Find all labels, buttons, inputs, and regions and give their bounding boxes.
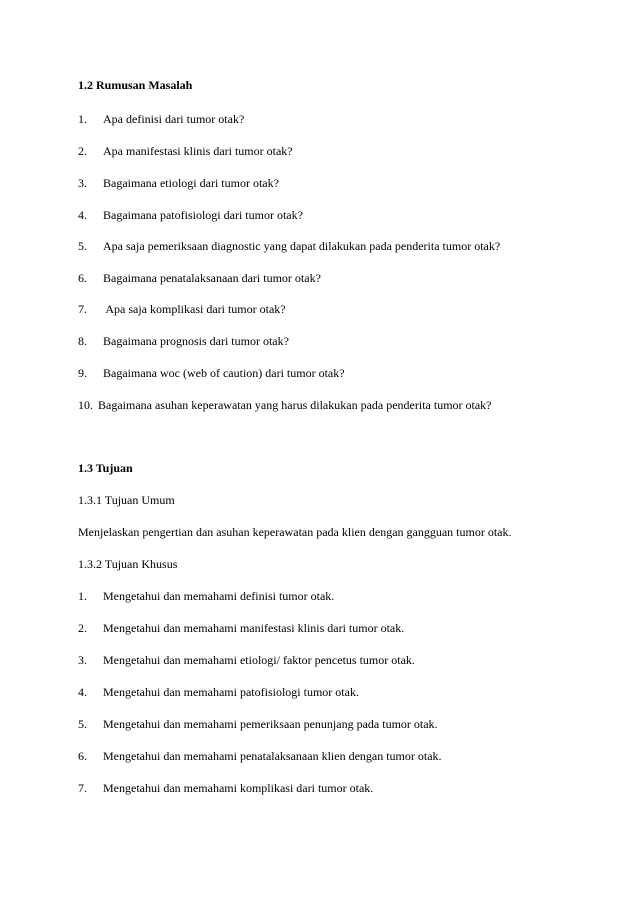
list-number: 1. (78, 112, 87, 126)
list-text: Apa saja komplikasi dari tumor otak? (103, 302, 286, 316)
list-text: Mengetahui dan memahami manifestasi klinis dari tumor otak. (103, 621, 405, 635)
list-item (78, 717, 438, 731)
list-text: Bagaimana penatalaksanaan dari tumor otak? (103, 271, 321, 285)
umum-paragraph: Menjelaskan pengertian dan asuhan keperawatan pada klien dengan gangguan tumor otak. (78, 525, 512, 539)
list-text: Apa saja pemeriksaan diagnostic yang dapat dilakukan pada penderita tumor otak? (103, 239, 501, 253)
subsection-khusus-heading: 1.3.2 Tujuan Khusus (78, 557, 178, 571)
list-number: 3. (78, 653, 87, 667)
list-text: Apa manifestasi klinis dari tumor otak? (103, 144, 293, 158)
list-item (78, 781, 373, 795)
list-item (78, 239, 500, 253)
list-number: 4. (78, 685, 87, 699)
list-item (78, 589, 334, 603)
list-text: Bagaimana woc (web of caution) dari tumor otak? (103, 366, 345, 380)
list-item (78, 302, 286, 316)
list-number: 6. (78, 271, 87, 285)
list-text: Mengetahui dan memahami komplikasi dari tumor otak. (103, 781, 374, 795)
list-text: Mengetahui dan memahami penatalaksanaan klien dengan tumor otak. (103, 749, 442, 763)
list-item (78, 334, 289, 348)
list-item (78, 176, 279, 190)
list-text: Bagaimana etiologi dari tumor otak? (103, 176, 279, 190)
list-item (78, 208, 303, 222)
list-text: Apa definisi dari tumor otak? (103, 112, 245, 126)
list-text: Bagaimana asuhan keperawatan yang harus dilakukan pada penderita tumor otak? (98, 398, 492, 412)
list-item (78, 112, 244, 126)
list-text: Mengetahui dan memahami etiologi/ faktor pencetus tumor otak. (103, 653, 415, 667)
list-number: 5. (78, 717, 87, 731)
section-1-3-heading: 1.3 Tujuan (78, 461, 133, 475)
list-text: Mengetahui dan memahami patofisiologi tumor otak. (103, 685, 359, 699)
list-item (78, 685, 359, 699)
list-number: 1. (78, 589, 87, 603)
list-item (78, 653, 415, 667)
list-number: 8. (78, 334, 87, 348)
list-item (78, 144, 293, 158)
list-number: 2. (78, 144, 87, 158)
list-item (78, 398, 492, 412)
list-text: Bagaimana patofisiologi dari tumor otak? (103, 208, 303, 222)
list-item (78, 749, 442, 763)
list-number: 7. (78, 302, 87, 316)
list-text: Bagaimana prognosis dari tumor otak? (103, 334, 289, 348)
list-number: 5. (78, 239, 87, 253)
list-number: 10. (78, 398, 93, 412)
list-number: 9. (78, 366, 87, 380)
list-text: Mengetahui dan memahami definisi tumor otak. (103, 589, 335, 603)
section-1-2-heading: 1.2 Rumusan Masalah (78, 78, 193, 92)
list-text: Mengetahui dan memahami pemeriksaan penunjang pada tumor otak. (103, 717, 438, 731)
list-number: 7. (78, 781, 87, 795)
subsection-umum-heading: 1.3.1 Tujuan Umum (78, 493, 175, 507)
list-number: 4. (78, 208, 87, 222)
list-item (78, 271, 321, 285)
list-item (78, 621, 404, 635)
list-number: 2. (78, 621, 87, 635)
list-number: 6. (78, 749, 87, 763)
list-number: 3. (78, 176, 87, 190)
list-item (78, 366, 345, 380)
